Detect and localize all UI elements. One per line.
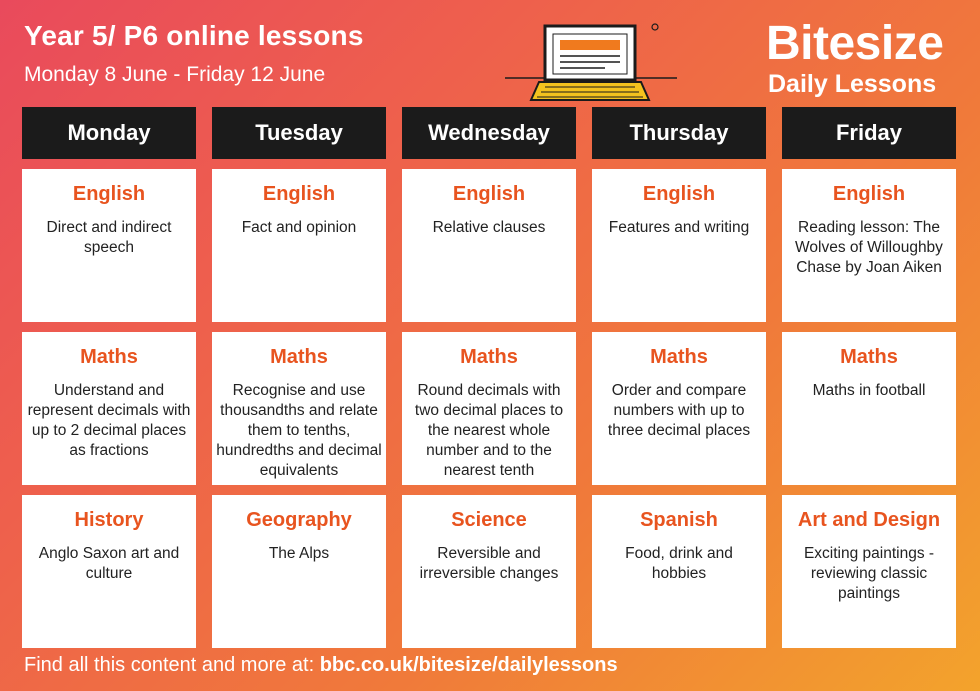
lesson-topic: Order and compare numbers with up to three decimal places <box>607 382 751 439</box>
lesson-topic: Round decimals with two decimal places to the nearest whole number and to the nearest tenth <box>414 382 564 479</box>
lesson-card[interactable] <box>402 169 576 322</box>
lesson-topic: Understand and represent decimals with up to 2 decimal places as fractions <box>27 382 191 459</box>
lesson-topic: Exciting paintings - reviewing classic paintings <box>803 545 935 602</box>
lesson-subject: Maths <box>460 346 518 368</box>
brand-name: Bitesize <box>766 17 944 70</box>
lesson-card[interactable] <box>212 332 386 485</box>
lesson-card[interactable] <box>22 332 196 485</box>
lesson-subject: History <box>74 509 144 531</box>
lesson-topic: Relative clauses <box>432 219 546 236</box>
lesson-card[interactable] <box>212 495 386 648</box>
lesson-subject: English <box>452 183 526 205</box>
footer <box>24 654 618 677</box>
footer-link[interactable]: bbc.co.uk/bitesize/dailylessons <box>319 654 618 676</box>
lesson-card[interactable] <box>782 332 956 485</box>
lesson-subject: English <box>72 183 146 205</box>
lesson-subject: Maths <box>270 346 328 368</box>
lesson-topic: Recognise and use thousandths and relate them to tenths, hundredths and decimal equivalents <box>216 382 382 479</box>
lesson-subject: Maths <box>650 346 708 368</box>
lesson-topic: Food, drink and hobbies <box>625 545 733 582</box>
lesson-card[interactable] <box>782 169 956 322</box>
lesson-topic: Features and writing <box>608 219 750 236</box>
lesson-subject: Spanish <box>640 509 718 531</box>
lesson-topic: Anglo Saxon art and culture <box>38 545 180 582</box>
lesson-topic: The Alps <box>268 545 330 562</box>
day-header-friday: Friday <box>782 107 956 159</box>
lesson-card[interactable] <box>22 495 196 648</box>
lesson-card[interactable] <box>212 169 386 322</box>
day-header-tuesday: Tuesday <box>212 107 386 159</box>
footer-text: Find all this content and more at: <box>24 654 320 676</box>
bitesize-logo <box>766 18 966 98</box>
lesson-topic: Maths in football <box>812 382 926 399</box>
lesson-topic: Reading lesson: The Wolves of Willoughby Chase by Joan Aiken <box>795 219 943 276</box>
day-header-thursday: Thursday <box>592 107 766 159</box>
lesson-card[interactable] <box>782 495 956 648</box>
lesson-card[interactable] <box>592 332 766 485</box>
laptop-icon <box>505 16 685 106</box>
lesson-topic: Reversible and irreversible changes <box>419 545 559 582</box>
lesson-subject: Geography <box>246 509 352 531</box>
lesson-timetable <box>22 107 956 648</box>
lesson-subject: Science <box>451 509 527 531</box>
lesson-subject: Art and Design <box>797 509 941 531</box>
date-range: Monday 8 June - Friday 12 June <box>24 63 326 86</box>
page-title: Year 5/ P6 online lessons <box>24 20 364 51</box>
lesson-card[interactable] <box>402 495 576 648</box>
lesson-card[interactable] <box>592 169 766 322</box>
lesson-subject: English <box>262 183 336 205</box>
brand-tagline: Daily Lessons <box>768 70 937 98</box>
lesson-card[interactable] <box>592 495 766 648</box>
lesson-subject: Maths <box>80 346 138 368</box>
lesson-subject: Maths <box>840 346 898 368</box>
day-header-wednesday: Wednesday <box>402 107 576 159</box>
lesson-topic: Direct and indirect speech <box>46 219 172 256</box>
lesson-subject: English <box>832 183 906 205</box>
lesson-card[interactable] <box>22 169 196 322</box>
day-header-monday: Monday <box>22 107 196 159</box>
lesson-topic: Fact and opinion <box>241 219 357 236</box>
lesson-subject: English <box>642 183 716 205</box>
lesson-card[interactable] <box>402 332 576 485</box>
